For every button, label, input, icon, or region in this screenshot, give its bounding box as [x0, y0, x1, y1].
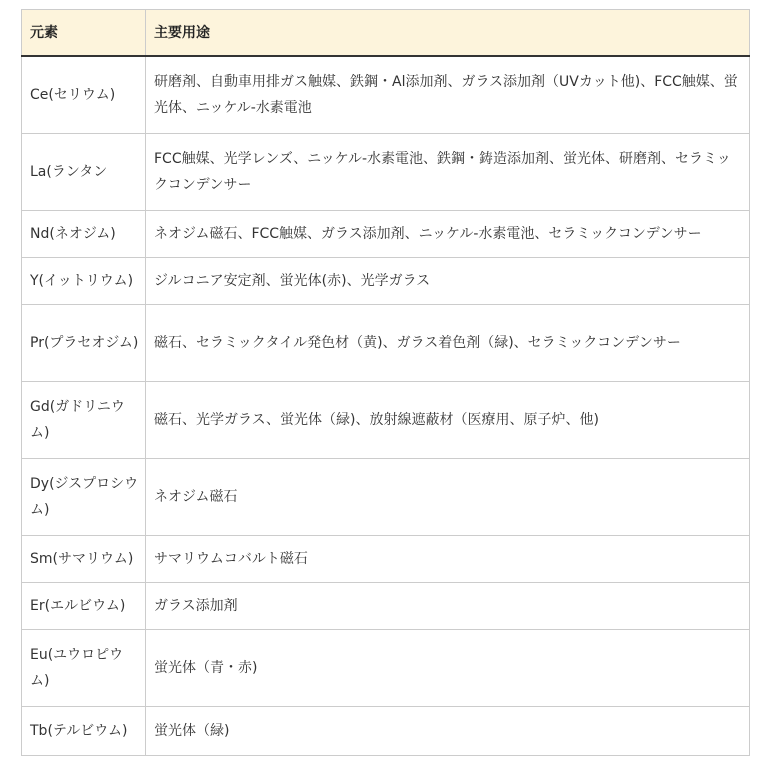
header-row	[22, 10, 750, 57]
element-cell: Nd(ネオジム)	[22, 211, 146, 258]
element-cell: Pr(プラセオジム)	[22, 305, 146, 382]
table-row	[22, 56, 750, 134]
element-cell: Y(イットリウム)	[22, 258, 146, 305]
element-cell: Gd(ガドリニウム)	[22, 382, 146, 459]
uses-cell: ネオジム磁石	[146, 459, 750, 536]
table-row	[22, 134, 750, 211]
table-row	[22, 630, 750, 707]
table-body	[22, 56, 750, 756]
header-main-uses: 主要用途	[146, 10, 750, 57]
table-row	[22, 459, 750, 536]
table-row	[22, 211, 750, 258]
uses-cell: ネオジム磁石、FCC触媒、ガラス添加剤、ニッケル-水素電池、セラミックコンデンサー	[146, 211, 750, 258]
table-row	[22, 583, 750, 630]
uses-cell: ジルコニア安定剤、蛍光体(赤)、光学ガラス	[146, 258, 750, 305]
uses-cell: 磁石、セラミックタイル発色材（黄)、ガラス着色剤（緑)、セラミックコンデンサー	[146, 305, 750, 382]
rare-earth-uses-table	[21, 9, 750, 756]
header-element: 元素	[22, 10, 146, 57]
table-row	[22, 707, 750, 756]
table-row	[22, 382, 750, 459]
uses-cell: サマリウムコバルト磁石	[146, 536, 750, 583]
uses-cell: FCC触媒、光学レンズ、ニッケル-水素電池、鉄鋼・鋳造添加剤、蛍光体、研磨剤、セラミックコンデンサー	[146, 134, 750, 211]
element-cell: Sm(サマリウム)	[22, 536, 146, 583]
element-cell: Eu(ユウロピウム)	[22, 630, 146, 707]
uses-cell: ガラス添加剤	[146, 583, 750, 630]
uses-cell: 蛍光体（青・赤)	[146, 630, 750, 707]
element-cell: Dy(ジスプロシウム)	[22, 459, 146, 536]
uses-cell: 磁石、光学ガラス、蛍光体（緑)、放射線遮蔽材（医療用、原子炉、他)	[146, 382, 750, 459]
uses-cell: 蛍光体（緑)	[146, 707, 750, 756]
table-row	[22, 305, 750, 382]
element-cell: Er(エルビウム)	[22, 583, 146, 630]
uses-cell: 研磨剤、自動車用排ガス触媒、鉄鋼・Al添加剤、ガラス添加剤（UVカット他)、FCC触媒、蛍光体、ニッケル-水素電池	[146, 56, 750, 134]
table-row	[22, 258, 750, 305]
table-header	[22, 10, 750, 57]
element-cell: La(ランタン	[22, 134, 146, 211]
table-row	[22, 536, 750, 583]
element-cell: Ce(セリウム)	[22, 56, 146, 134]
rare-earth-uses-table-container	[21, 9, 749, 756]
element-cell: Tb(テルビウム)	[22, 707, 146, 756]
